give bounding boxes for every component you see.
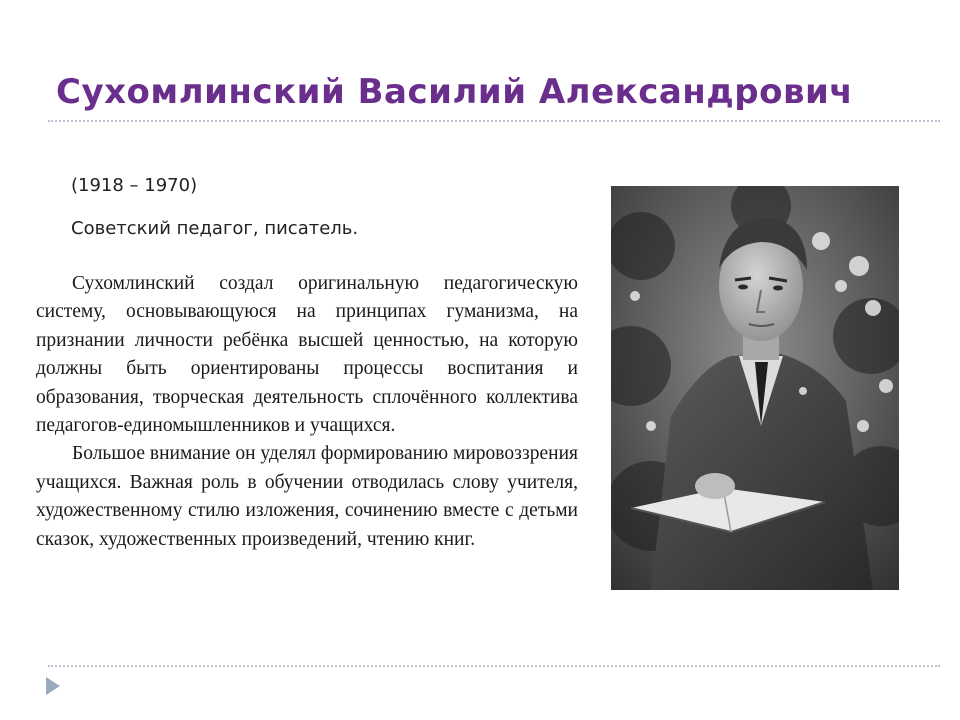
footer-divider bbox=[48, 665, 940, 667]
role-subtitle: Советский педагог, писатель. bbox=[71, 218, 359, 239]
play-arrow-icon[interactable] bbox=[45, 676, 61, 696]
title-divider bbox=[48, 120, 940, 122]
biography-paragraph: Большое внимание он уделял формированию мировоззрения учащихся. Важная роль в обучении отводилась слову учителя, художественному стилю изложения, сочинению вместе с детьми сказок, художественных произведений, чтению книг. bbox=[36, 443, 578, 550]
biography-paragraph: Сухомлинский создал оригинальную педагогическую систему, основывающуюся на принципах гуманизма, на признании личности ребёнка высшей ценностью, на которую должны быть ориентированы процессы воспитания и образования, творческая деятельность сплочённого коллектива педагогов-единомышленников и учащихся. bbox=[36, 273, 578, 437]
biography-text bbox=[36, 270, 578, 554]
portrait-photo bbox=[611, 186, 899, 590]
slide-title: Сухомлинский Василий Александрович bbox=[56, 72, 854, 112]
life-years: (1918 – 1970) bbox=[71, 175, 198, 196]
